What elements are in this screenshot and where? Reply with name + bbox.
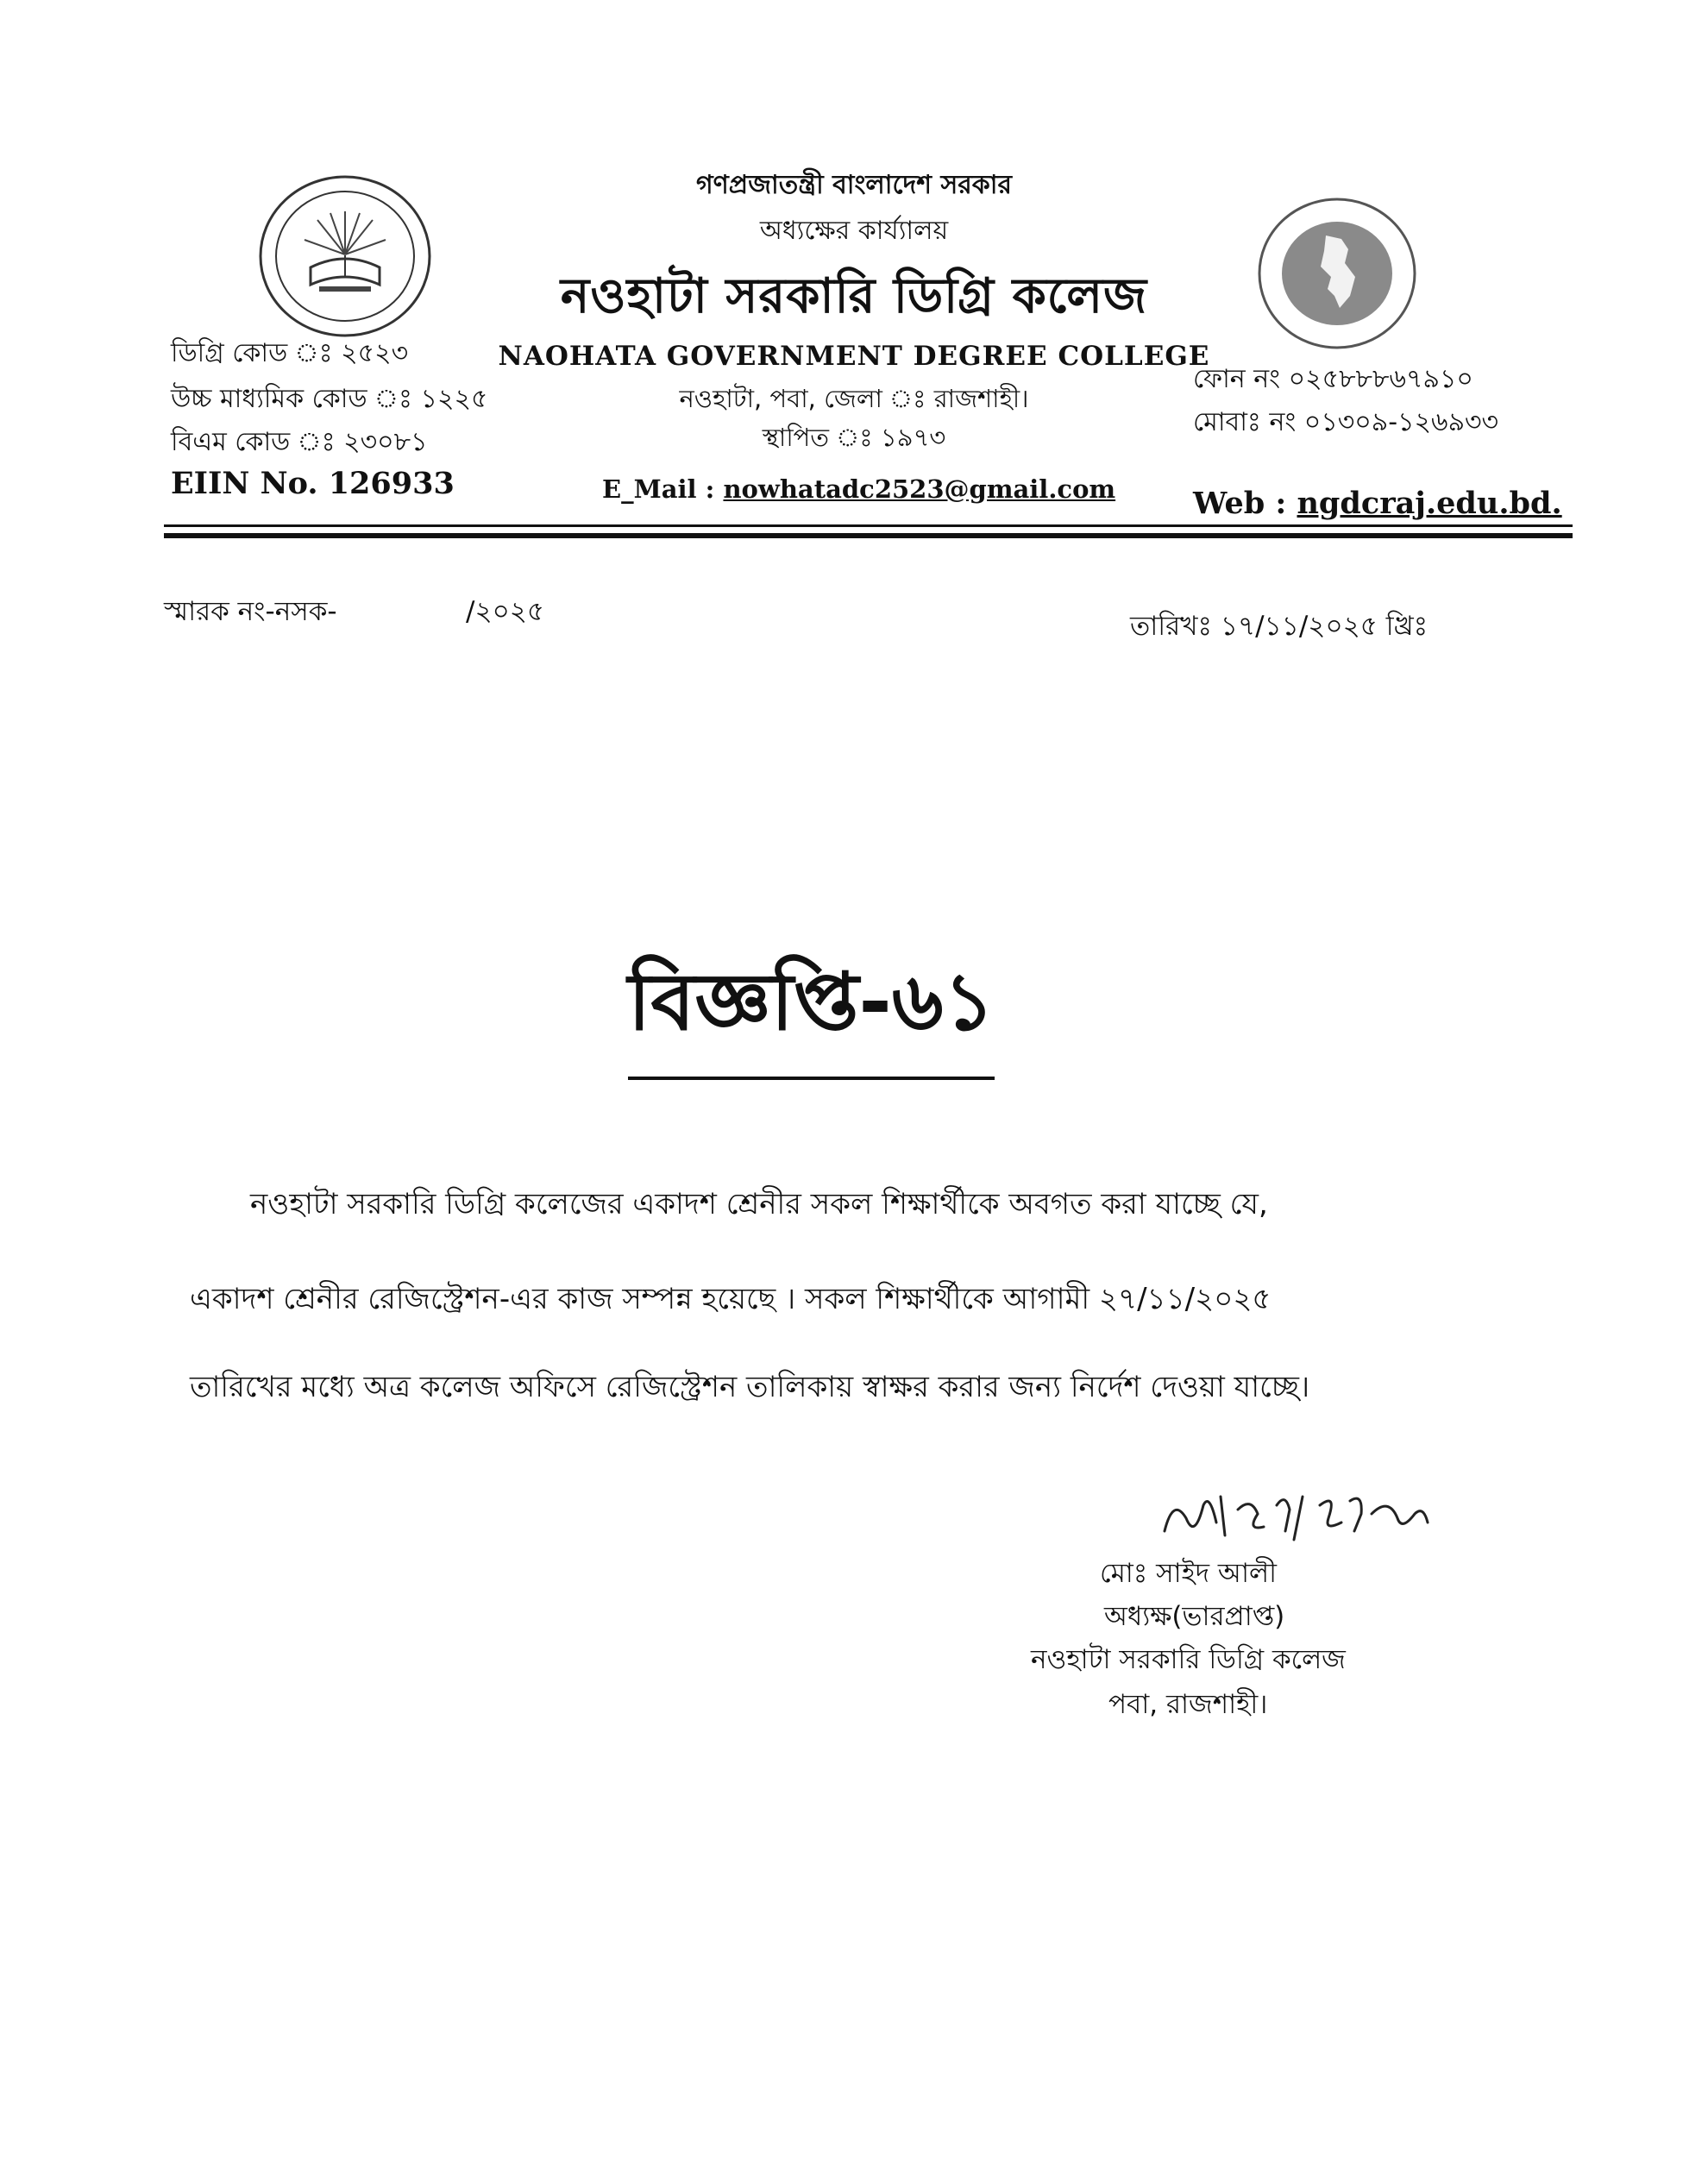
signatory-location: পবা, রাজশাহী। (1108, 1689, 1268, 1720)
college-name-bangla: নওহাটা সরকারি ডিগ্রি কলেজ (560, 268, 1148, 324)
notice-body-line-3: তারিখের মধ্যে অত্র কলেজ অফিসে রেজিস্ট্রেশন তালিকায় স্বাক্ষর করার জন্য নির্দেশ দেওয়া যাচ্ছে। (190, 1370, 1310, 1404)
mobile-number: মোবাঃ নং ০১৩০৯-১২৬৯৩৩ (1193, 407, 1499, 437)
notice-body-line-2: একাদশ শ্রেনীর রেজিস্ট্রেশন-এর কাজ সম্পন্ন হয়েছে । সকল শিক্ষার্থীকে আগামী ২৭/১১/২০২৫ (190, 1282, 1272, 1316)
hsc-code: উচ্চ মাধ্যমিক কোড ঃ ১২২৫ (171, 384, 488, 414)
website-line (1193, 486, 1562, 521)
signatory-name: মোঃ সাইদ আলী (1100, 1558, 1278, 1589)
eiin-number: EIIN No. 126933 (171, 466, 455, 501)
email-label: E_Mail : (602, 474, 724, 504)
email-link[interactable]: nowhatadc2523@gmail.com (723, 474, 1116, 504)
notice-body-line-1: নওহাটা সরকারি ডিগ্রি কলেজের একাদশ শ্রেনীর সকল শিক্ষার্থীকে অবগত করা যাচ্ছে যে, (250, 1187, 1268, 1221)
signatory-institution: নওহাটা সরকারি ডিগ্রি কলেজ (1031, 1644, 1346, 1675)
notice-title: বিজ্ঞপ্তি-৬১ (628, 940, 995, 1080)
bm-code: বিএম কোড ঃ ২৩০৮১ (171, 427, 428, 457)
header-divider-thin (164, 524, 1573, 527)
email-line (602, 474, 1115, 504)
college-address: নওহাটা, পবা, জেলা ঃ রাজশাহী। (679, 384, 1029, 413)
memo-year: /২০২৫ (466, 596, 545, 627)
degree-code: ডিগ্রি কোড ঃ ২৫২৩ (171, 338, 409, 368)
college-name-english: NAOHATA GOVERNMENT DEGREE COLLEGE (498, 341, 1210, 372)
signatory-designation: অধ্যক্ষ(ভারপ্রাপ্ত) (1104, 1601, 1285, 1632)
phone-number: ফোন নং ০২৫৮৮৮৬৭৯১০ (1193, 364, 1473, 394)
notice-date: তারিখঃ ১৭/১১/২০২৫ খ্রিঃ (1130, 611, 1429, 642)
website-link[interactable]: ngdcraj.edu.bd. (1297, 486, 1562, 521)
web-label: Web : (1193, 486, 1297, 521)
college-seal-logo (257, 173, 434, 341)
government-name: গণপ্রজাতন্ত্রী বাংলাদেশ সরকার (696, 170, 1012, 200)
established-year: স্থাপিত ঃ ১৯৭৩ (762, 423, 946, 452)
memo-reference: স্মারক নং-নসক- (164, 596, 337, 627)
government-seal-logo (1255, 194, 1419, 354)
office-name: অধ্যক্ষের কার্য্যালয় (759, 216, 949, 246)
handwritten-signature (1156, 1479, 1441, 1557)
header-divider-thick (164, 533, 1573, 538)
